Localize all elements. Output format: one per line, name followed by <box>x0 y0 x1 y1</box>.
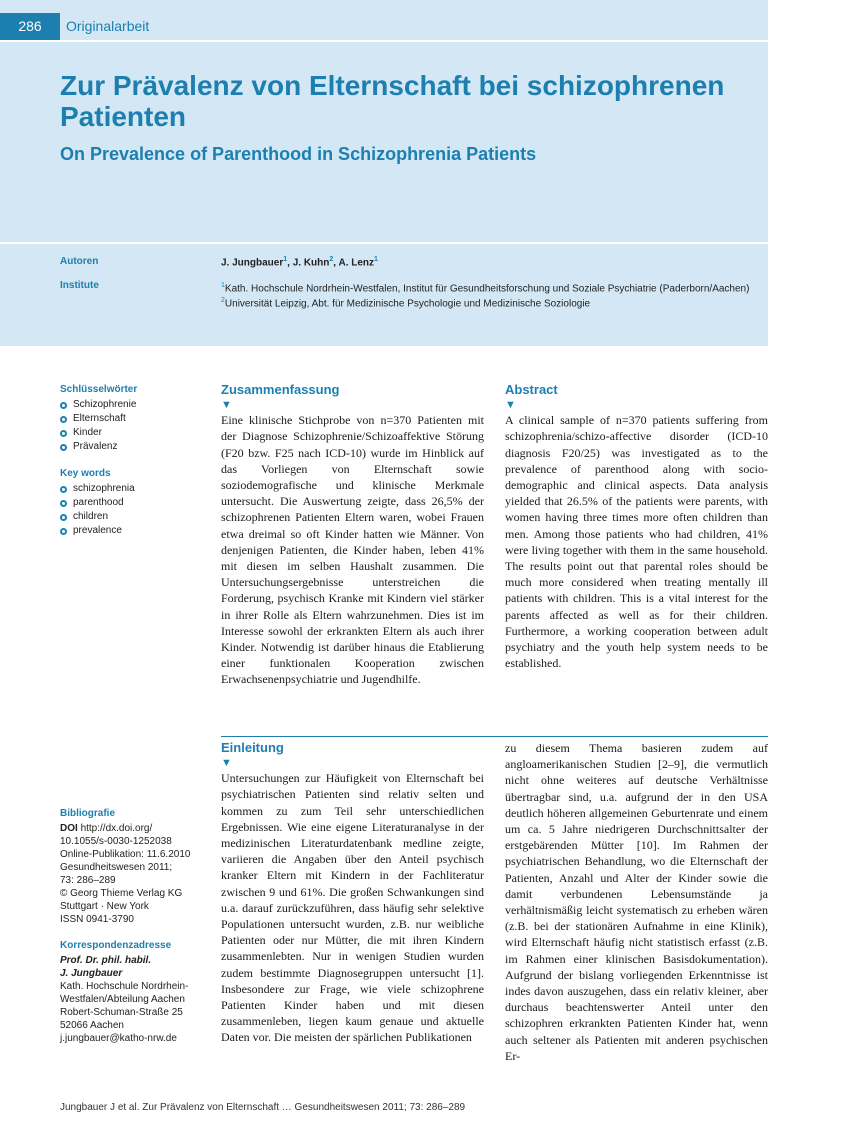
bibliography-text: ISSN 0941-3790 <box>60 914 134 925</box>
arrow-down-icon: ▼ <box>505 399 516 412</box>
author-affiliation-mark: 1 <box>283 256 288 263</box>
keywords-en-list <box>60 482 210 538</box>
keyword-item <box>60 496 210 510</box>
institute-line <box>221 280 749 295</box>
bibliography-line <box>60 874 210 887</box>
keyword-text: prevalence <box>73 525 122 536</box>
bibliography-line <box>60 835 210 848</box>
arrow-down-icon: ▼ <box>221 399 232 412</box>
bibliography-text: Gesundheitswesen 2011; <box>60 862 173 873</box>
bullet-icon <box>60 402 67 409</box>
abstract-column <box>505 382 768 671</box>
keyword-text: Kinder <box>73 427 102 438</box>
abstract-text: A clinical sample of n=370 patients suffering from schizophrenia/schizo-affective disorder (ICD-10 diagnosis F20/25) was investigated as to the prevalence of parenthood along with socio-demographic and clinical aspects. Data analysis yielded that 26.5% of the patients were parents, with women having three times more often children than men. Among those patients who had children, 41% were living together with them in the same household. The results point out that parental roles should be much more considered when treating mentally ill patients with children. This is a vital interest for the parents affected as well as for their children. Furthermore, a working cooperation between adult psychiatry and the youth help system needs to be established. <box>505 413 768 671</box>
keywords-de <box>60 384 210 552</box>
bibliography-line <box>60 861 210 874</box>
zusammenfassung-heading: Zusammenfassung <box>221 382 340 397</box>
author-affiliation-mark: 2 <box>329 256 334 263</box>
page-footer: Jungbauer J et al. Zur Prävalenz von Elternschaft … Gesundheitswesen 2011; 73: 286–289 <box>60 1102 466 1113</box>
institute-text: Kath. Hochschule Nordrhein-Westfalen, Institut für Gesundheitsforschung und Soziale Psychiatrie (Paderborn/Aachen) <box>224 283 750 295</box>
keywords-de-list <box>60 398 210 454</box>
keyword-item <box>60 524 210 538</box>
keyword-text: Elternschaft <box>73 413 126 424</box>
institutes-list <box>221 280 749 311</box>
bibliography <box>60 808 210 1045</box>
bibliography-line <box>60 822 210 835</box>
author-separator: , <box>287 257 293 269</box>
author-name: A. Lenz <box>338 257 375 269</box>
institute-mark: 1 <box>221 282 225 289</box>
einleitung-heading: Einleitung <box>221 740 284 755</box>
correspondence-address-line: Robert-Schuman-Straße 25 <box>60 1007 183 1018</box>
keyword-text: parenthood <box>73 497 124 508</box>
bullet-icon <box>60 514 67 521</box>
bibliography-line <box>60 887 210 900</box>
bibliography-text: 73: 286–289 <box>60 875 116 886</box>
keyword-text: Schizophrenie <box>73 399 137 410</box>
bibliography-line <box>60 848 210 861</box>
einleitung-left-column <box>221 740 484 1046</box>
bibliography-text: Online-Publikation: 11.6.2010 <box>60 849 191 860</box>
bibliography-heading: Bibliografie <box>60 808 116 819</box>
keywords-de-heading: Schlüsselwörter <box>60 384 138 395</box>
correspondence-address-line: Kath. Hochschule Nordrhein- <box>60 981 189 992</box>
bullet-icon <box>60 430 67 437</box>
bibliography-lines <box>60 822 210 926</box>
institute-line <box>221 295 749 310</box>
page-number: 286 <box>0 13 60 40</box>
arrow-down-icon: ▼ <box>221 757 232 770</box>
correspondence-address-line: Westfalen/Abteilung Aachen <box>60 994 185 1005</box>
author-affiliation-mark: 1 <box>374 256 378 263</box>
author-name: J. Kuhn <box>292 257 330 269</box>
bibliography-text: 10.1055/s-0030-1252038 <box>60 836 172 847</box>
institutes-label: Institute <box>60 280 99 291</box>
abstract-heading: Abstract <box>505 382 558 397</box>
zusammenfassung-text: Eine klinische Stichprobe von n=370 Patienten mit der Diagnose Schizophrenie/Schizoaffektive Störung (F20 bzw. F25 nach ICD-10) wurde im Hinblick auf das Vorliegen von Elternschaft sowie soziodemografische und klinische Merkmale untersucht. Die Auswertung zeigte, dass 26,5% der schizophrenen Patienten Eltern waren, wobei Frauen etwa dreimal so oft Kinder hatten wie Männer. Von denjenigen Patienten, die Kinder haben, leben 41% mit diesen im selben Haushalt zusammen. Die Untersuchungsergebnisse unterstreichen die Forderung, psychisch Kranke mit Kindern viel stärker in ihrer Rolle als Eltern wahrzunehmen. Dies ist im Interesse sowohl der erkrankten Eltern als auch ihrer Kinder. Notwendig ist darüber hinaus die Etablierung einer funktionalen Kooperation zwischen Erwachsenenpsychiatrie und Jugendhilfe. <box>221 413 484 687</box>
bibliography-text: http://dx.doi.org/ <box>80 823 153 834</box>
author-name: J. Jungbauer <box>221 257 284 269</box>
bullet-icon <box>60 528 67 535</box>
institute-text: Universität Leipzig, Abt. für Medizinische Psychologie und Medizinische Soziologie <box>224 298 591 310</box>
keyword-item <box>60 440 210 454</box>
bullet-icon <box>60 416 67 423</box>
correspondence-heading: Korrespondenzadresse <box>60 940 172 951</box>
doi-label: DOI <box>60 823 78 834</box>
einleitung-text-left: Untersuchungen zur Häufigkeit von Elternschaft bei psychiatrischen Patienten sind relativ selten und kommen zu zum Teil sehr unterschiedlichen Ergebnissen. Wie eine eigene Literaturanalyse in der medizinischen Literaturdatenbank medline zeigte, variieren die Angaben über den Anteil psychisch kranker Eltern mit Kindern in der Fachliteratur zwischen 9 und 61%. Die großen Schwankungen sind u.a. darauf zurückzuführen, dass häufig sehr selektive Populationen untersucht wurden, z.B. nur weibliche Patienten oder nur Mütter, die mit ihren Kindern zusammenlebten. Nur in wenigen Studien wurden zudem bestimmte Diagnosegruppen untersucht [1]. Insbesondere zur Frage, wie viele schizophrene Patienten Kinder haben und mit diesen zusammenleben, liegen kaum genaue und aktuelle Daten vor. Die meisten der spärlichen Publikationen <box>221 771 484 1045</box>
bibliography-text: © Georg Thieme Verlag KG <box>60 888 183 899</box>
bullet-icon <box>60 486 67 493</box>
bullet-icon <box>60 444 67 451</box>
article-subtitle: On Prevalence of Parenthood in Schizophrenia Patients <box>60 144 537 164</box>
bibliography-text: Stuttgart · New York <box>60 901 149 912</box>
section-label: Originalarbeit <box>66 18 150 34</box>
keyword-text: children <box>73 511 109 522</box>
institute-mark: 2 <box>221 297 225 305</box>
authors-label: Autoren <box>60 256 99 267</box>
keyword-item <box>60 412 210 426</box>
zusammenfassung-column <box>221 382 484 688</box>
article-title: Zur Prävalenz von Elternschaft bei schizophrenen Patienten <box>60 70 725 132</box>
section-divider <box>221 736 768 737</box>
einleitung-right-column <box>505 740 768 1064</box>
keywords-en-heading: Key words <box>60 468 111 479</box>
author-separator: , <box>333 257 339 269</box>
authors-list <box>221 256 378 268</box>
keyword-item <box>60 398 210 412</box>
keyword-text: schizophrenia <box>73 483 135 494</box>
keyword-item <box>60 510 210 524</box>
einleitung-text-right: zu diesem Thema basieren zudem auf angloamerikanischen Studien [2–9], die vermutlich nicht ohne weiteres auf deutsche Verhältnisse übertragbar sind, u.a. aufgrund der in den USA deutlich höheren allgemeinen Geburtenrate und einem um ca. 5 Jahre niedrigeren Durchschnittsalter der erstgebärenden Mütter [10]. Im Rahmen der psychiatrischen Behandlung, wo die Elternschaft der Patienten, Anzahl und Alter der Kinder sowie die damit verbundenen Lebensumstände ja verhältnismäßig leicht systematisch zu erheben wären (z.B. bei der stationären Aufnahme in eine Klinik), wird Elternschaft häufig nicht statistisch erfasst (z.B. im Rahmen einer klinischen Basisdokumentation). Aufgrund der bislang vorliegenden Erkenntnisse ist indes davon auszugehen, dass ein relativ kleiner, aber durchaus beachtenswerter Anteil unter den schizophren erkrankten Patienten Kinder hat, wenn auch seltener als Patienten mit anderen psychischen Er- <box>505 741 768 1063</box>
keyword-item <box>60 482 210 496</box>
correspondence-lines <box>60 954 210 1045</box>
keyword-item <box>60 426 210 440</box>
correspondence-name: Prof. Dr. phil. habil. <box>60 955 152 966</box>
correspondence-address-line: 52066 Aachen <box>60 1020 124 1031</box>
bibliography-line <box>60 900 210 913</box>
bullet-icon <box>60 500 67 507</box>
keyword-text: Prävalenz <box>73 441 118 452</box>
bibliography-line <box>60 913 210 926</box>
correspondence-address-line: j.jungbauer@katho-nrw.de <box>60 1033 177 1044</box>
correspondence-name: J. Jungbauer <box>60 968 123 979</box>
